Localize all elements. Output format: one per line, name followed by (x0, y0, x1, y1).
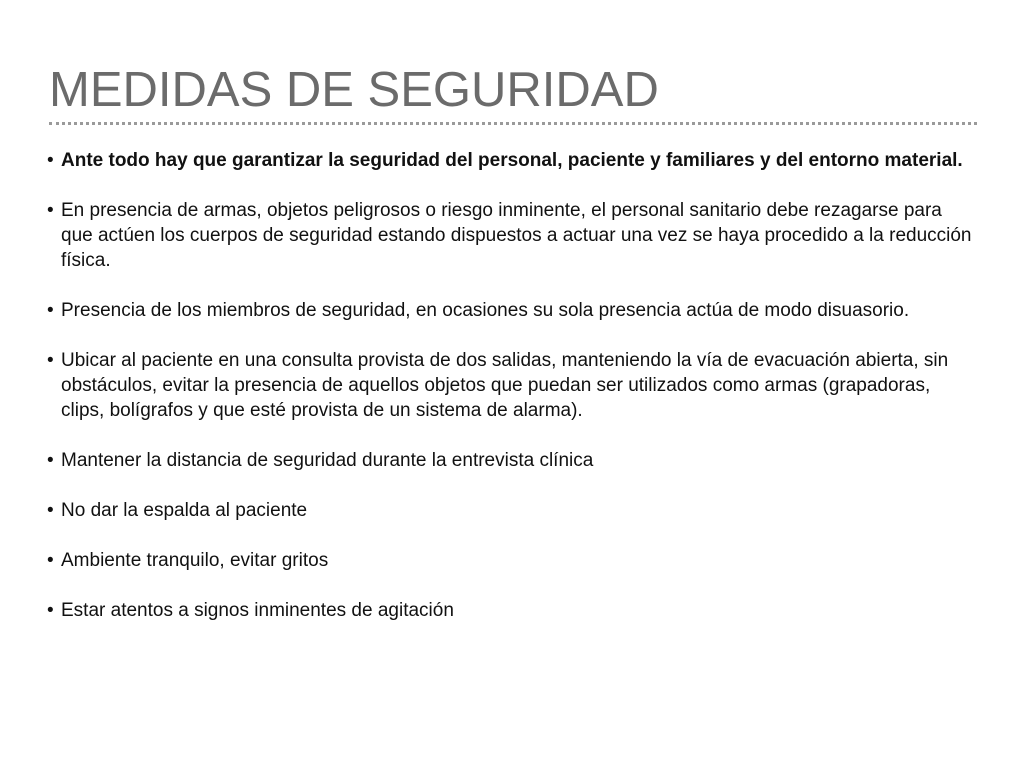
bullet-item (47, 498, 977, 523)
bullet-text: Ante todo hay que garantizar la seguridad del personal, paciente y familiares y del entorno material. (61, 150, 963, 171)
bullet-item (47, 198, 977, 273)
bullet-item (47, 448, 977, 473)
bullet-marker: • (47, 150, 54, 171)
bullet-text: En presencia de armas, objetos peligrosos o riesgo inminente, el personal sanitario debe rezagarse para que actúen los cuerpos de seguridad estando dispuestos a actuar una vez se haya procedido a la reducción física. (61, 200, 972, 271)
bullet-text: Presencia de los miembros de seguridad, en ocasiones su sola presencia actúa de modo disuasorio. (61, 300, 910, 321)
bullet-list (47, 148, 977, 648)
bullet-item (47, 598, 977, 623)
slide-title: MEDIDAS DE SEGURIDAD (49, 63, 659, 117)
bullet-text: Ubicar al paciente en una consulta provista de dos salidas, manteniendo la vía de evacuación abierta, sin obstáculos, evitar la presencia de aquellos objetos que puedan ser utilizados como armas (grapadoras, clips, bolígrafos y que esté provista de un sistema de alarma). (61, 350, 949, 421)
bullet-text: Estar atentos a signos inminentes de agitación (61, 600, 454, 621)
bullet-marker: • (47, 350, 54, 371)
bullet-item (47, 298, 977, 323)
bullet-item (47, 548, 977, 573)
bullet-marker: • (47, 600, 54, 621)
bullet-marker: • (47, 500, 54, 521)
bullet-item (47, 148, 977, 173)
bullet-text: Mantener la distancia de seguridad durante la entrevista clínica (61, 450, 594, 471)
bullet-marker: • (47, 300, 54, 321)
title-divider (49, 122, 977, 125)
bullet-item (47, 348, 977, 423)
bullet-marker: • (47, 550, 54, 571)
bullet-marker: • (47, 450, 54, 471)
bullet-marker: • (47, 200, 54, 221)
bullet-text: No dar la espalda al paciente (61, 500, 308, 521)
bullet-text: Ambiente tranquilo, evitar gritos (61, 550, 329, 571)
